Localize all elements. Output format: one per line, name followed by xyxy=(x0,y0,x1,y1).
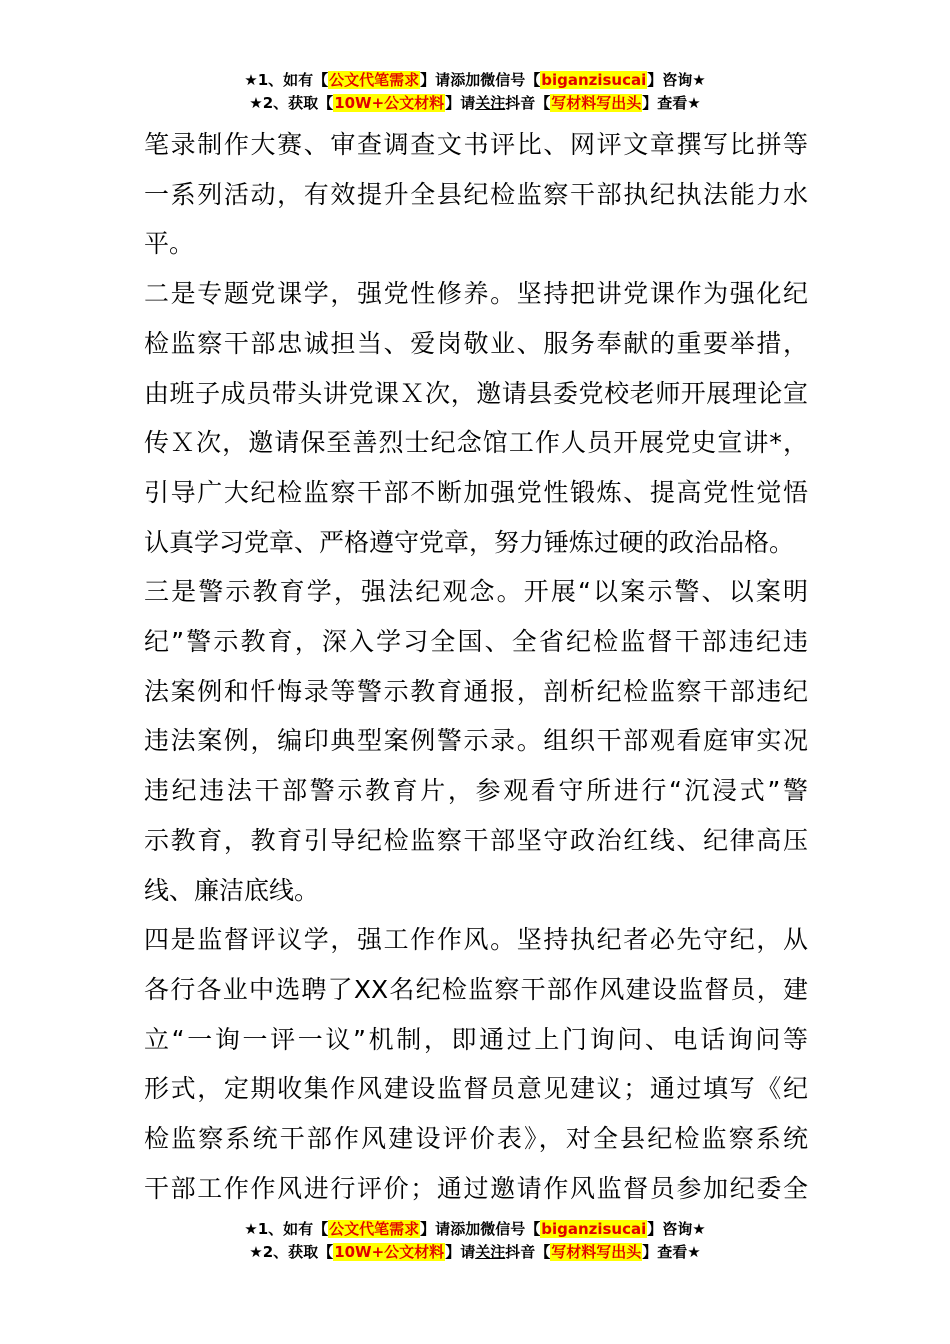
banner-text: 微信号【 xyxy=(480,1220,541,1238)
star-icon: ★ xyxy=(249,1243,263,1261)
banner-text-bold: 添加 xyxy=(450,1220,481,1238)
banner-text: 微信号【 xyxy=(480,71,541,89)
text-line: 干部工作作风进行评价；通过邀请作风监督员参加纪委全 xyxy=(144,1173,808,1203)
text-line: 各行各业中选聘了XX名纪检监察干部作风建设监督员，建 xyxy=(144,974,808,1004)
banner-line-1 xyxy=(0,69,950,92)
text-line: 四是监督评议学，强工作作风。坚持执纪者必先守纪，从 xyxy=(144,925,808,955)
banner-line-2 xyxy=(0,92,950,115)
document-body xyxy=(144,120,808,1213)
header-banner xyxy=(0,69,950,115)
highlight-service: 公文代笔需求 xyxy=(329,71,420,89)
banner-text: 】查看★ xyxy=(642,1243,701,1261)
highlight-materials: 10W+公文材料 xyxy=(334,94,445,112)
text-line: 平。 xyxy=(144,229,195,259)
highlight-service: 公文代笔需求 xyxy=(329,1220,420,1238)
paragraph-warning-education xyxy=(144,567,808,915)
text-line: 形式，定期收集作风建设监督员意见建议；通过填写《纪 xyxy=(144,1074,808,1104)
banner-text: 】请 xyxy=(420,1220,451,1238)
footer-banner xyxy=(0,1218,950,1264)
text-line: 纪”警示教育，深入学习全国、全省纪检监督干部违纪违 xyxy=(144,627,808,657)
banner-text: 】请 xyxy=(445,1243,476,1261)
banner-text: 2、获取【 xyxy=(262,94,334,112)
banner-line-1 xyxy=(0,1218,950,1241)
text-line: 立“一询一评一议”机制，即通过上门询问、电话询问等 xyxy=(144,1024,808,1054)
highlight-wechat-id: biganzisucai xyxy=(541,71,647,89)
banner-text: 】请 xyxy=(420,71,451,89)
banner-text: 】咨询★ xyxy=(647,71,706,89)
text-line: 认真学习党章、严格遵守党章，努力锤炼过硬的政治品格。 xyxy=(144,527,795,557)
star-icon: ★ xyxy=(249,94,263,112)
banner-text: 1、如有【 xyxy=(257,1220,329,1238)
highlight-douyin-account: 写材料写出头 xyxy=(551,1243,642,1261)
star-icon: ★ xyxy=(244,1220,258,1238)
banner-text-bold: 添加 xyxy=(450,71,481,89)
banner-text: 】请 xyxy=(445,94,476,112)
text-line: 违纪违法干部警示教育片，参观看守所进行“沉浸式”警 xyxy=(144,776,808,806)
text-line: 二是专题党课学，强党性修养。坚持把讲党课作为强化纪 xyxy=(144,279,808,309)
text-line: 检监察系统干部作风建设评价表》，对全县纪检监察系统 xyxy=(144,1124,808,1154)
banner-text-underlined: 关注 xyxy=(475,1243,506,1261)
highlight-wechat-id: biganzisucai xyxy=(541,1220,647,1238)
paragraph-supervision-review xyxy=(144,915,808,1213)
text-line: 笔录制作大赛、审查调查文书评比、网评文章撰写比拼等 xyxy=(144,130,808,159)
star-icon: ★ xyxy=(244,71,258,89)
text-line: 法案例和忏悔录等警示教育通报，剖析纪检监察干部违纪 xyxy=(144,676,808,706)
text-line: 线、廉洁底线。 xyxy=(144,875,320,905)
paragraph-party-lecture xyxy=(144,269,808,567)
text-line: 违法案例，编印典型案例警示录。组织干部观看庭审实况 xyxy=(144,726,808,756)
text-line: 一系列活动，有效提升全县纪检监察干部执纪执法能力水 xyxy=(144,179,808,209)
banner-text: 1、如有【 xyxy=(257,71,329,89)
text-line: 由班子成员带头讲党课Ｘ次，邀请县委党校老师开展理论宣 xyxy=(144,378,808,408)
text-line: 引导广大纪检监察干部不断加强党性锻炼、提高党性觉悟 xyxy=(144,477,808,507)
banner-text: 抖音【 xyxy=(505,94,551,112)
text-line: 检监察干部忠诚担当、爱岗敬业、服务奉献的重要举措， xyxy=(144,328,808,358)
highlight-materials: 10W+公文材料 xyxy=(334,1243,445,1261)
text-line: 传Ｘ次，邀请保至善烈士纪念馆工作人员开展党史宣讲*， xyxy=(144,428,808,458)
banner-text-underlined: 关注 xyxy=(475,94,506,112)
highlight-douyin-account: 写材料写出头 xyxy=(551,94,642,112)
paragraph-continuation xyxy=(144,120,808,269)
text-line: 示教育，教育引导纪检监察干部坚守政治红线、纪律高压 xyxy=(144,825,808,855)
banner-text: 2、获取【 xyxy=(262,1243,334,1261)
text-line: 三是警示教育学，强法纪观念。开展“以案示警、以案明 xyxy=(144,577,808,607)
banner-text: 抖音【 xyxy=(505,1243,551,1261)
banner-line-2 xyxy=(0,1241,950,1264)
banner-text: 】咨询★ xyxy=(647,1220,706,1238)
banner-text: 】查看★ xyxy=(642,94,701,112)
